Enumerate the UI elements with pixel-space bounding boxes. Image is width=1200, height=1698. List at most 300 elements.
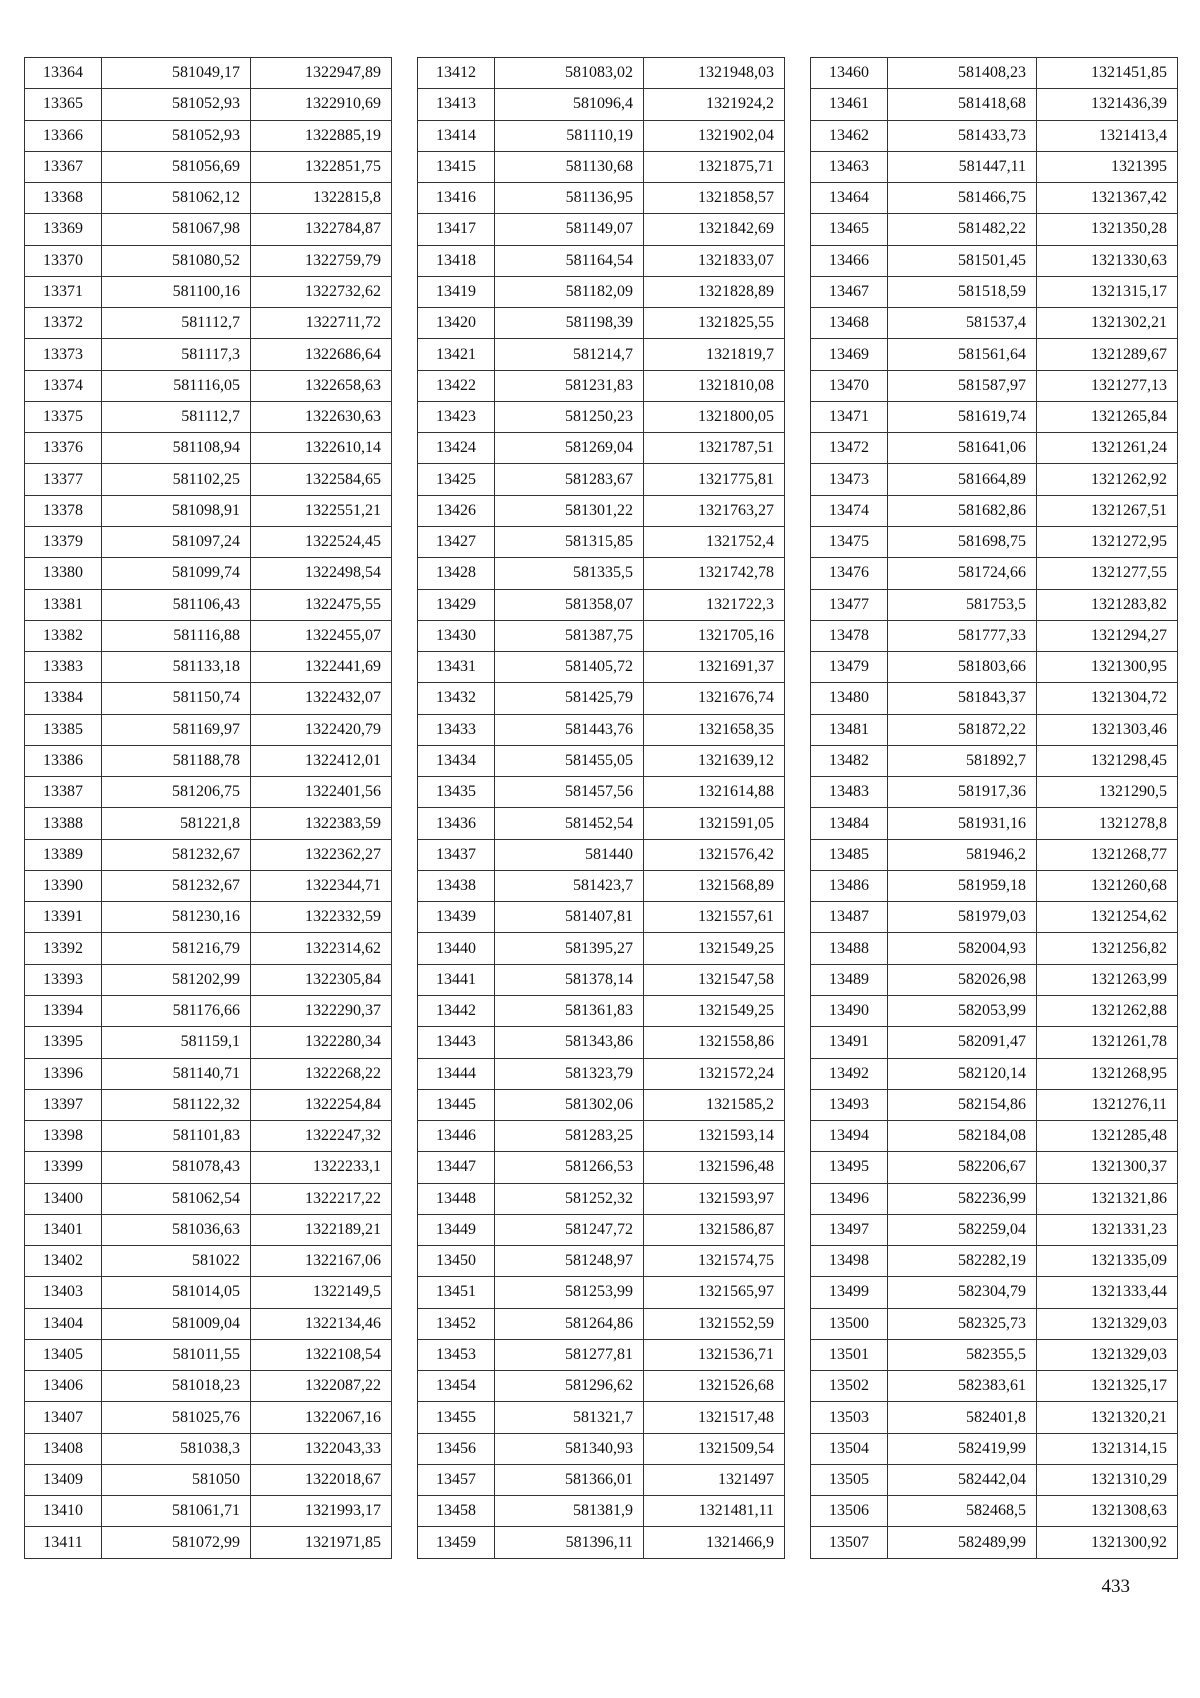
x-coordinate: 581232,67 xyxy=(102,839,251,870)
y-coordinate: 1321304,72 xyxy=(1037,683,1178,714)
x-coordinate: 581133,18 xyxy=(102,652,251,683)
point-number: 13393 xyxy=(25,964,102,995)
x-coordinate: 581335,5 xyxy=(495,558,644,589)
point-number: 13404 xyxy=(25,1308,102,1339)
x-coordinate: 581361,83 xyxy=(495,995,644,1026)
point-number: 13454 xyxy=(418,1371,495,1402)
table-row xyxy=(25,89,392,120)
point-number: 13407 xyxy=(25,1402,102,1433)
table-row xyxy=(25,1496,392,1527)
point-number: 13449 xyxy=(418,1214,495,1245)
y-coordinate: 1322332,59 xyxy=(251,902,392,933)
y-coordinate: 1322314,62 xyxy=(251,933,392,964)
x-coordinate: 581466,75 xyxy=(888,183,1037,214)
point-number: 13367 xyxy=(25,151,102,182)
point-number: 13503 xyxy=(811,1402,888,1433)
table-row xyxy=(25,339,392,370)
table-row xyxy=(418,902,785,933)
x-coordinate: 581587,97 xyxy=(888,370,1037,401)
table-row xyxy=(811,558,1178,589)
x-coordinate: 581433,73 xyxy=(888,120,1037,151)
x-coordinate: 582489,99 xyxy=(888,1527,1037,1559)
table-row xyxy=(418,589,785,620)
y-coordinate: 1321325,17 xyxy=(1037,1371,1178,1402)
y-coordinate: 1322551,21 xyxy=(251,495,392,526)
table-row xyxy=(418,370,785,401)
table-row xyxy=(25,1183,392,1214)
table-row xyxy=(25,995,392,1026)
table-row xyxy=(418,870,785,901)
table-row xyxy=(418,1152,785,1183)
table-row xyxy=(25,808,392,839)
y-coordinate: 1321302,21 xyxy=(1037,308,1178,339)
table-row xyxy=(811,1527,1178,1559)
point-number: 13377 xyxy=(25,464,102,495)
y-coordinate: 1322524,45 xyxy=(251,526,392,557)
x-coordinate: 581682,86 xyxy=(888,495,1037,526)
point-number: 13445 xyxy=(418,1089,495,1120)
x-coordinate: 581843,37 xyxy=(888,683,1037,714)
y-coordinate: 1321268,95 xyxy=(1037,1058,1178,1089)
table-row xyxy=(418,89,785,120)
table-row xyxy=(811,808,1178,839)
x-coordinate: 581619,74 xyxy=(888,401,1037,432)
x-coordinate: 581724,66 xyxy=(888,558,1037,589)
table-row xyxy=(811,58,1178,89)
x-coordinate: 581946,2 xyxy=(888,839,1037,870)
y-coordinate: 1321722,3 xyxy=(644,589,785,620)
x-coordinate: 582325,73 xyxy=(888,1308,1037,1339)
point-number: 13385 xyxy=(25,714,102,745)
x-coordinate: 581452,54 xyxy=(495,808,644,839)
x-coordinate: 581206,75 xyxy=(102,777,251,808)
point-number: 13451 xyxy=(418,1277,495,1308)
y-coordinate: 1322658,63 xyxy=(251,370,392,401)
point-number: 13464 xyxy=(811,183,888,214)
point-number: 13372 xyxy=(25,308,102,339)
point-number: 13378 xyxy=(25,495,102,526)
point-number: 13423 xyxy=(418,401,495,432)
x-coordinate: 581061,71 xyxy=(102,1496,251,1527)
point-number: 13459 xyxy=(418,1527,495,1559)
table-row xyxy=(811,120,1178,151)
x-coordinate: 581378,14 xyxy=(495,964,644,995)
table-row xyxy=(418,1371,785,1402)
point-number: 13428 xyxy=(418,558,495,589)
point-number: 13488 xyxy=(811,933,888,964)
y-coordinate: 1321763,27 xyxy=(644,495,785,526)
point-number: 13498 xyxy=(811,1246,888,1277)
x-coordinate: 581358,07 xyxy=(495,589,644,620)
table-row xyxy=(811,964,1178,995)
x-coordinate: 581214,7 xyxy=(495,339,644,370)
y-coordinate: 1321572,24 xyxy=(644,1058,785,1089)
y-coordinate: 1321261,78 xyxy=(1037,1027,1178,1058)
y-coordinate: 1322189,21 xyxy=(251,1214,392,1245)
table-row xyxy=(811,276,1178,307)
y-coordinate: 1321320,21 xyxy=(1037,1402,1178,1433)
y-coordinate: 1322412,01 xyxy=(251,745,392,776)
x-coordinate: 581099,74 xyxy=(102,558,251,589)
x-coordinate: 581100,16 xyxy=(102,276,251,307)
y-coordinate: 1321262,92 xyxy=(1037,464,1178,495)
x-coordinate: 581116,05 xyxy=(102,370,251,401)
y-coordinate: 1321263,99 xyxy=(1037,964,1178,995)
y-coordinate: 1322815,8 xyxy=(251,183,392,214)
x-coordinate: 581252,32 xyxy=(495,1183,644,1214)
y-coordinate: 1322362,27 xyxy=(251,839,392,870)
x-coordinate: 581979,03 xyxy=(888,902,1037,933)
x-coordinate: 581777,33 xyxy=(888,620,1037,651)
table-row xyxy=(418,933,785,964)
point-number: 13461 xyxy=(811,89,888,120)
table-row xyxy=(418,1527,785,1559)
point-number: 13408 xyxy=(25,1433,102,1464)
point-number: 13489 xyxy=(811,964,888,995)
table-row xyxy=(25,1277,392,1308)
table-row xyxy=(811,683,1178,714)
point-number: 13411 xyxy=(25,1527,102,1559)
x-coordinate: 582206,67 xyxy=(888,1152,1037,1183)
table-row xyxy=(418,620,785,651)
coordinate-table-3 xyxy=(810,57,1178,1559)
x-coordinate: 581117,3 xyxy=(102,339,251,370)
y-coordinate: 1321924,2 xyxy=(644,89,785,120)
y-coordinate: 1321333,44 xyxy=(1037,1277,1178,1308)
point-number: 13483 xyxy=(811,777,888,808)
y-coordinate: 1321329,03 xyxy=(1037,1308,1178,1339)
x-coordinate: 581080,52 xyxy=(102,245,251,276)
table-row xyxy=(418,401,785,432)
coordinate-table-1 xyxy=(24,57,392,1559)
y-coordinate: 1321658,35 xyxy=(644,714,785,745)
point-number: 13481 xyxy=(811,714,888,745)
point-number: 13420 xyxy=(418,308,495,339)
point-number: 13426 xyxy=(418,495,495,526)
y-coordinate: 1322630,63 xyxy=(251,401,392,432)
point-number: 13397 xyxy=(25,1089,102,1120)
x-coordinate: 581112,7 xyxy=(102,308,251,339)
point-number: 13380 xyxy=(25,558,102,589)
table-row xyxy=(811,183,1178,214)
y-coordinate: 1322401,56 xyxy=(251,777,392,808)
y-coordinate: 1322254,84 xyxy=(251,1089,392,1120)
y-coordinate: 1321517,48 xyxy=(644,1402,785,1433)
y-coordinate: 1321565,97 xyxy=(644,1277,785,1308)
x-coordinate: 581423,7 xyxy=(495,870,644,901)
point-number: 13504 xyxy=(811,1433,888,1464)
x-coordinate: 581253,99 xyxy=(495,1277,644,1308)
table-row xyxy=(418,495,785,526)
y-coordinate: 1322305,84 xyxy=(251,964,392,995)
x-coordinate: 581140,71 xyxy=(102,1058,251,1089)
point-number: 13474 xyxy=(811,495,888,526)
y-coordinate: 1321639,12 xyxy=(644,745,785,776)
y-coordinate: 1321481,11 xyxy=(644,1496,785,1527)
table-row xyxy=(418,245,785,276)
table-row xyxy=(811,870,1178,901)
point-number: 13450 xyxy=(418,1246,495,1277)
table-row xyxy=(418,1277,785,1308)
x-coordinate: 581443,76 xyxy=(495,714,644,745)
table-row xyxy=(418,964,785,995)
x-coordinate: 582401,8 xyxy=(888,1402,1037,1433)
x-coordinate: 581266,53 xyxy=(495,1152,644,1183)
x-coordinate: 581036,63 xyxy=(102,1214,251,1245)
point-number: 13374 xyxy=(25,370,102,401)
y-coordinate: 1321593,97 xyxy=(644,1183,785,1214)
x-coordinate: 581250,23 xyxy=(495,401,644,432)
table-row xyxy=(418,1089,785,1120)
y-coordinate: 1321842,69 xyxy=(644,214,785,245)
x-coordinate: 581038,3 xyxy=(102,1433,251,1464)
x-coordinate: 581188,78 xyxy=(102,745,251,776)
table-row xyxy=(25,620,392,651)
y-coordinate: 1321596,48 xyxy=(644,1152,785,1183)
y-coordinate: 1322910,69 xyxy=(251,89,392,120)
table-row xyxy=(811,620,1178,651)
y-coordinate: 1322344,71 xyxy=(251,870,392,901)
table-row xyxy=(418,652,785,683)
page-number: 433 xyxy=(1101,1576,1130,1597)
point-number: 13467 xyxy=(811,276,888,307)
y-coordinate: 1322851,75 xyxy=(251,151,392,182)
point-number: 13448 xyxy=(418,1183,495,1214)
point-number: 13463 xyxy=(811,151,888,182)
x-coordinate: 581014,05 xyxy=(102,1277,251,1308)
point-number: 13438 xyxy=(418,870,495,901)
point-number: 13479 xyxy=(811,652,888,683)
table-row xyxy=(25,1121,392,1152)
point-number: 13477 xyxy=(811,589,888,620)
table-row xyxy=(25,120,392,151)
point-number: 13384 xyxy=(25,683,102,714)
y-coordinate: 1321705,16 xyxy=(644,620,785,651)
table-row xyxy=(811,214,1178,245)
point-number: 13443 xyxy=(418,1027,495,1058)
y-coordinate: 1322584,65 xyxy=(251,464,392,495)
y-coordinate: 1322290,37 xyxy=(251,995,392,1026)
y-coordinate: 1322087,22 xyxy=(251,1371,392,1402)
y-coordinate: 1321300,95 xyxy=(1037,652,1178,683)
x-coordinate: 582442,04 xyxy=(888,1464,1037,1495)
point-number: 13390 xyxy=(25,870,102,901)
coordinate-table-2 xyxy=(417,57,785,1559)
y-coordinate: 1321509,54 xyxy=(644,1433,785,1464)
x-coordinate: 581269,04 xyxy=(495,433,644,464)
point-number: 13458 xyxy=(418,1496,495,1527)
x-coordinate: 581083,02 xyxy=(495,58,644,89)
y-coordinate: 1321875,71 xyxy=(644,151,785,182)
x-coordinate: 582091,47 xyxy=(888,1027,1037,1058)
x-coordinate: 581096,4 xyxy=(495,89,644,120)
point-number: 13471 xyxy=(811,401,888,432)
point-number: 13418 xyxy=(418,245,495,276)
x-coordinate: 581136,95 xyxy=(495,183,644,214)
x-coordinate: 581009,04 xyxy=(102,1308,251,1339)
x-coordinate: 581396,11 xyxy=(495,1527,644,1559)
table-row xyxy=(811,1496,1178,1527)
y-coordinate: 1321267,51 xyxy=(1037,495,1178,526)
y-coordinate: 1322383,59 xyxy=(251,808,392,839)
table-row xyxy=(418,151,785,182)
point-number: 13435 xyxy=(418,777,495,808)
point-number: 13364 xyxy=(25,58,102,89)
x-coordinate: 581664,89 xyxy=(888,464,1037,495)
x-coordinate: 581062,12 xyxy=(102,183,251,214)
point-number: 13432 xyxy=(418,683,495,714)
table-row xyxy=(25,1527,392,1559)
point-number: 13405 xyxy=(25,1339,102,1370)
table-row xyxy=(811,245,1178,276)
y-coordinate: 1321557,61 xyxy=(644,902,785,933)
y-coordinate: 1322732,62 xyxy=(251,276,392,307)
table-row xyxy=(418,308,785,339)
table-row xyxy=(25,933,392,964)
y-coordinate: 1321260,68 xyxy=(1037,870,1178,901)
table-row xyxy=(25,245,392,276)
x-coordinate: 581264,86 xyxy=(495,1308,644,1339)
point-number: 13386 xyxy=(25,745,102,776)
x-coordinate: 582236,99 xyxy=(888,1183,1037,1214)
y-coordinate: 1321303,46 xyxy=(1037,714,1178,745)
table-row xyxy=(418,745,785,776)
point-number: 13456 xyxy=(418,1433,495,1464)
y-coordinate: 1322784,87 xyxy=(251,214,392,245)
x-coordinate: 582304,79 xyxy=(888,1277,1037,1308)
table-row xyxy=(811,589,1178,620)
point-number: 13410 xyxy=(25,1496,102,1527)
y-coordinate: 1321466,9 xyxy=(644,1527,785,1559)
point-number: 13431 xyxy=(418,652,495,683)
point-number: 13491 xyxy=(811,1027,888,1058)
table-row xyxy=(811,995,1178,1026)
table-row xyxy=(25,745,392,776)
x-coordinate: 581343,86 xyxy=(495,1027,644,1058)
table-row xyxy=(811,1371,1178,1402)
y-coordinate: 1321833,07 xyxy=(644,245,785,276)
table-row xyxy=(418,214,785,245)
y-coordinate: 1321828,89 xyxy=(644,276,785,307)
y-coordinate: 1322759,79 xyxy=(251,245,392,276)
x-coordinate: 581230,16 xyxy=(102,902,251,933)
x-coordinate: 581283,67 xyxy=(495,464,644,495)
x-coordinate: 581231,83 xyxy=(495,370,644,401)
y-coordinate: 1322686,64 xyxy=(251,339,392,370)
point-number: 13373 xyxy=(25,339,102,370)
y-coordinate: 1322043,33 xyxy=(251,1433,392,1464)
y-coordinate: 1321800,05 xyxy=(644,401,785,432)
y-coordinate: 1321549,25 xyxy=(644,933,785,964)
point-number: 13387 xyxy=(25,777,102,808)
x-coordinate: 581202,99 xyxy=(102,964,251,995)
y-coordinate: 1321691,37 xyxy=(644,652,785,683)
point-number: 13395 xyxy=(25,1027,102,1058)
point-number: 13468 xyxy=(811,308,888,339)
y-coordinate: 1321549,25 xyxy=(644,995,785,1026)
point-number: 13413 xyxy=(418,89,495,120)
y-coordinate: 1321350,28 xyxy=(1037,214,1178,245)
x-coordinate: 581425,79 xyxy=(495,683,644,714)
table-row xyxy=(418,1246,785,1277)
point-number: 13484 xyxy=(811,808,888,839)
y-coordinate: 1321547,58 xyxy=(644,964,785,995)
y-coordinate: 1321819,7 xyxy=(644,339,785,370)
x-coordinate: 581052,93 xyxy=(102,89,251,120)
x-coordinate: 581108,94 xyxy=(102,433,251,464)
x-coordinate: 581232,67 xyxy=(102,870,251,901)
x-coordinate: 581381,9 xyxy=(495,1496,644,1527)
x-coordinate: 581872,22 xyxy=(888,714,1037,745)
y-coordinate: 1321413,4 xyxy=(1037,120,1178,151)
table-row xyxy=(25,964,392,995)
x-coordinate: 581302,06 xyxy=(495,1089,644,1120)
x-coordinate: 581892,7 xyxy=(888,745,1037,776)
point-number: 13429 xyxy=(418,589,495,620)
y-coordinate: 1322947,89 xyxy=(251,58,392,89)
point-number: 13396 xyxy=(25,1058,102,1089)
y-coordinate: 1321552,59 xyxy=(644,1308,785,1339)
point-number: 13388 xyxy=(25,808,102,839)
x-coordinate: 581198,39 xyxy=(495,308,644,339)
point-number: 13499 xyxy=(811,1277,888,1308)
y-coordinate: 1321290,5 xyxy=(1037,777,1178,808)
x-coordinate: 581164,54 xyxy=(495,245,644,276)
y-coordinate: 1321298,45 xyxy=(1037,745,1178,776)
y-coordinate: 1322432,07 xyxy=(251,683,392,714)
table-row xyxy=(418,120,785,151)
point-number: 13469 xyxy=(811,339,888,370)
y-coordinate: 1321300,37 xyxy=(1037,1152,1178,1183)
y-coordinate: 1321330,63 xyxy=(1037,245,1178,276)
point-number: 13447 xyxy=(418,1152,495,1183)
point-number: 13419 xyxy=(418,276,495,307)
table-row xyxy=(25,1402,392,1433)
table-row xyxy=(811,433,1178,464)
x-coordinate: 581698,75 xyxy=(888,526,1037,557)
y-coordinate: 1321261,24 xyxy=(1037,433,1178,464)
y-coordinate: 1322247,32 xyxy=(251,1121,392,1152)
y-coordinate: 1321315,17 xyxy=(1037,276,1178,307)
x-coordinate: 581366,01 xyxy=(495,1464,644,1495)
table-row xyxy=(25,558,392,589)
table-row xyxy=(25,526,392,557)
point-number: 13436 xyxy=(418,808,495,839)
point-number: 13446 xyxy=(418,1121,495,1152)
x-coordinate: 581561,64 xyxy=(888,339,1037,370)
table-row xyxy=(418,1464,785,1495)
table-row xyxy=(418,714,785,745)
y-coordinate: 1322610,14 xyxy=(251,433,392,464)
y-coordinate: 1321283,82 xyxy=(1037,589,1178,620)
point-number: 13453 xyxy=(418,1339,495,1370)
x-coordinate: 581277,81 xyxy=(495,1339,644,1370)
x-coordinate: 581407,81 xyxy=(495,902,644,933)
table-row xyxy=(811,1277,1178,1308)
table-row xyxy=(25,1308,392,1339)
x-coordinate: 581216,79 xyxy=(102,933,251,964)
table-row xyxy=(25,1152,392,1183)
x-coordinate: 581052,93 xyxy=(102,120,251,151)
x-coordinate: 581455,05 xyxy=(495,745,644,776)
point-number: 13439 xyxy=(418,902,495,933)
point-number: 13421 xyxy=(418,339,495,370)
table-row xyxy=(811,89,1178,120)
table-row xyxy=(25,1371,392,1402)
x-coordinate: 582259,04 xyxy=(888,1214,1037,1245)
point-number: 13375 xyxy=(25,401,102,432)
x-coordinate: 582282,19 xyxy=(888,1246,1037,1277)
